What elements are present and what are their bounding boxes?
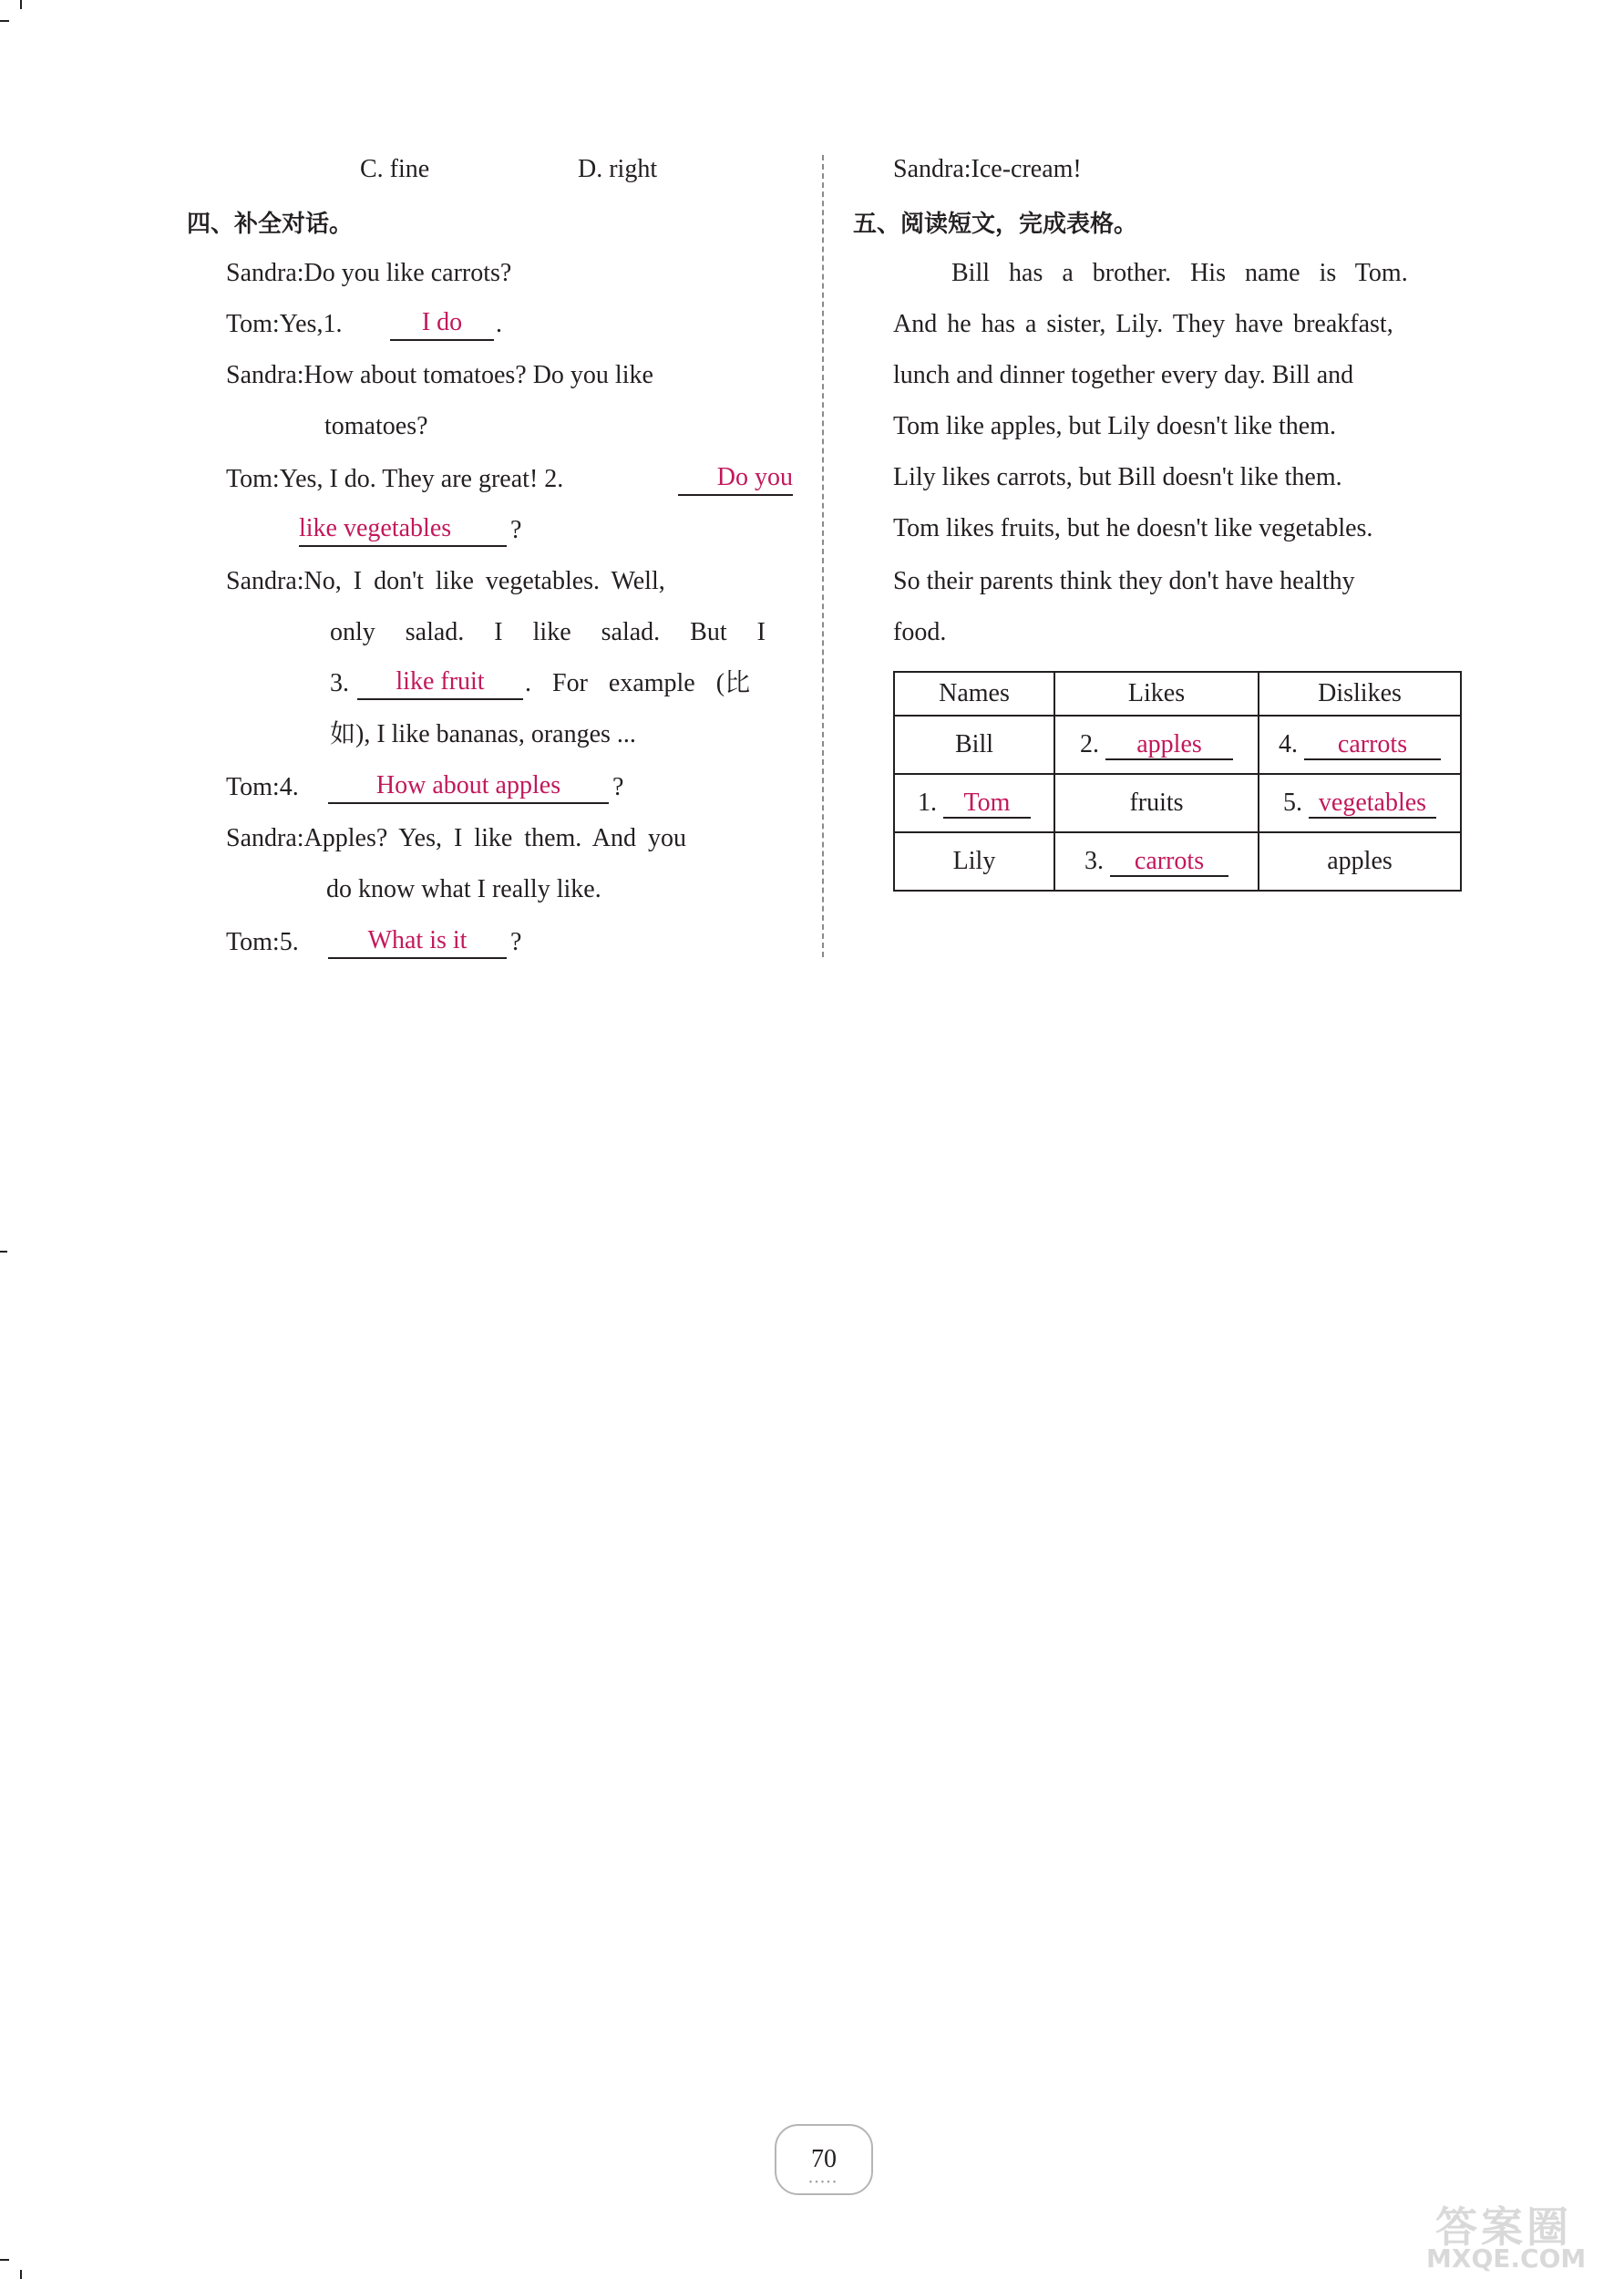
dialogue-line-7b: do know what I really like. — [326, 875, 601, 903]
dialogue-line-2-suffix: . — [496, 310, 502, 338]
header-likes: Likes — [1054, 672, 1259, 716]
watermark-url: MXQE.COM — [1426, 2243, 1587, 2274]
table-row — [894, 832, 1461, 891]
answer-cell-1: Tom — [943, 789, 1031, 819]
answer-cell-4: carrots — [1304, 731, 1441, 760]
dialogue-line-6-suffix: ? — [612, 773, 624, 801]
answer-blank-2-part2: like vegetables — [299, 514, 507, 547]
crop-mark-left-mid — [0, 1251, 7, 1253]
cell-number: 3. — [1084, 846, 1104, 875]
answer-blank-5: What is it — [328, 926, 507, 959]
table-row — [894, 774, 1461, 832]
cell-number: 2. — [1080, 729, 1099, 758]
dialogue-line-5b: only salad. I like salad. But I — [330, 618, 766, 646]
cell-likes-bill — [1054, 716, 1259, 774]
crop-mark-bottom-left-vertical — [20, 2270, 22, 2279]
cell-name-tom — [894, 774, 1054, 832]
cell-dislikes-lily: apples — [1259, 832, 1461, 891]
dialogue-line-1: Sandra:Do you like carrots? — [226, 259, 512, 287]
option-c: C. fine — [360, 155, 430, 183]
section-4-title: 四、补全对话。 — [187, 211, 354, 238]
cell-likes-lily — [1054, 832, 1259, 891]
dialogue-line-5c-suffix: . For example (比 — [525, 669, 751, 697]
watermark-logo: 答案圈 — [1435, 2202, 1572, 2252]
cell-number: 1. — [918, 788, 937, 817]
dialogue-line-7a: Sandra:Apples? Yes, I like them. And you — [226, 824, 686, 852]
cell-name-lily: Lily — [894, 832, 1054, 891]
answer-blank-3: like fruit — [357, 667, 523, 700]
passage-line-2: And he has a sister, Lily. They have breakfast, — [893, 310, 1393, 338]
header-names: Names — [894, 672, 1054, 716]
crop-mark-top-left — [0, 20, 9, 22]
table-row — [894, 716, 1461, 774]
cell-number: 5. — [1283, 788, 1302, 817]
dialogue-line-5c-prefix: 3. — [330, 669, 349, 697]
dialogue-line-2-prefix: Tom:Yes,1. — [226, 310, 343, 338]
dialogue-line-5d: 如), I like bananas, oranges ... — [330, 720, 636, 748]
option-d: D. right — [578, 155, 658, 183]
cell-dislikes-tom — [1259, 774, 1461, 832]
answer-blank-1: I do — [390, 308, 494, 341]
passage-line-1: Bill has a brother. His name is Tom. — [951, 259, 1408, 287]
dialogue-line-top-right: Sandra:Ice-cream! — [893, 155, 1082, 183]
header-dislikes: Dislikes — [1259, 672, 1461, 716]
cell-name-bill: Bill — [894, 716, 1054, 774]
answer-blank-4: How about apples — [328, 771, 609, 804]
answer-cell-3: carrots — [1110, 848, 1228, 877]
passage-line-3: lunch and dinner together every day. Bill and — [893, 361, 1354, 389]
passage-line-5: Lily likes carrots, but Bill doesn't like them. — [893, 463, 1342, 491]
likes-dislikes-table — [893, 671, 1462, 892]
dialogue-line-4-suffix: ? — [510, 516, 522, 544]
dialogue-line-3a: Sandra:How about tomatoes? Do you like — [226, 361, 653, 389]
dialogue-line-5a: Sandra:No, I don't like vegetables. Well, — [226, 567, 665, 595]
dialogue-line-4-prefix: Tom:Yes, I do. They are great! 2. — [226, 465, 564, 493]
dialogue-line-6-prefix: Tom:4. — [226, 773, 299, 801]
section-5-title: 五、阅读短文，完成表格。 — [853, 211, 1138, 238]
watermark — [1417, 2192, 1618, 2274]
passage-line-4: Tom like apples, but Lily doesn't like them. — [893, 412, 1337, 440]
page-number-badge — [775, 2124, 873, 2195]
page-number-ornament: ••••• — [808, 2178, 839, 2188]
cell-number: 4. — [1279, 729, 1298, 758]
passage-line-7: So their parents think they don't have healthy — [893, 567, 1355, 595]
answer-cell-2: apples — [1105, 731, 1233, 760]
dialogue-line-8-suffix: ? — [510, 928, 522, 956]
passage-line-8: food. — [893, 618, 947, 646]
crop-mark-bottom-left — [0, 2259, 9, 2261]
answer-blank-2-part1: Do you — [678, 463, 793, 496]
column-divider — [822, 155, 824, 957]
cell-dislikes-bill — [1259, 716, 1461, 774]
page-number: 70 — [811, 2145, 837, 2173]
passage-line-6: Tom likes fruits, but he doesn't like vegetables. — [893, 514, 1373, 542]
crop-mark-top-left-vertical — [20, 0, 22, 9]
answer-cell-5: vegetables — [1309, 789, 1436, 819]
table-header-row — [894, 672, 1461, 716]
dialogue-line-3b: tomatoes? — [324, 412, 428, 440]
cell-likes-tom: fruits — [1054, 774, 1259, 832]
dialogue-line-8-prefix: Tom:5. — [226, 928, 299, 956]
